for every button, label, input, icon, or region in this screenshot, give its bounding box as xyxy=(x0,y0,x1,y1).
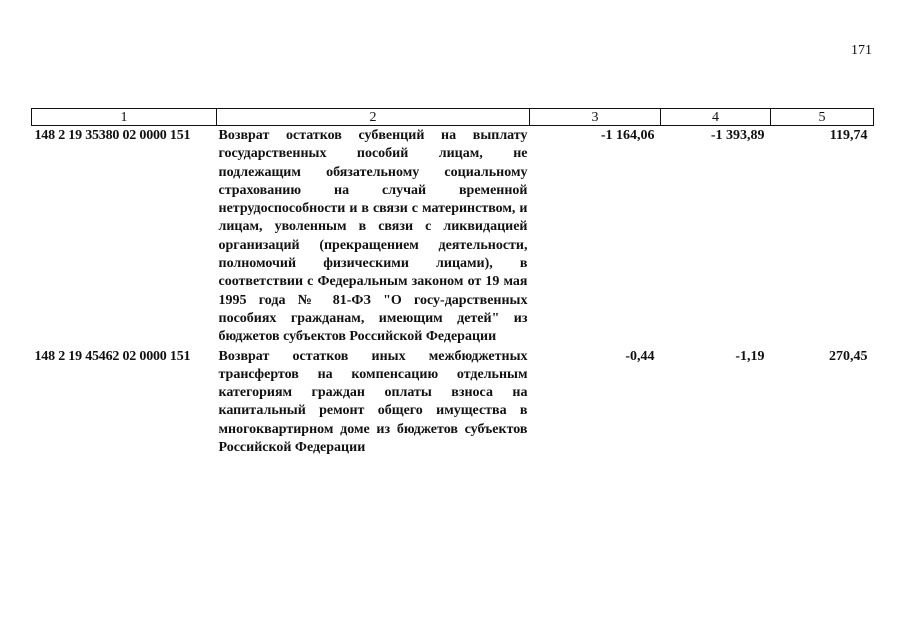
header-col-2: 2 xyxy=(217,109,530,126)
budget-code: 148 2 19 45462 02 0000 151 xyxy=(34,348,191,364)
item-description: Возврат остатков субвенций на выплату государственных пособий лицам, не подлежащим обязательному социальному страхованию на случай временной нетрудоспособности и в связи с материнством, и лицам, уволенным в связи с ликвидацией организаций (прекращением деятельности, полномочий физическими лицами), в соответствии с Федеральным законом от 19 мая 1995 года № 81-ФЗ "О госу-дарственных пособиях гражданам, имеющим детей" из бюджетов субъектов Российской Федерации xyxy=(218,128,528,345)
table-row xyxy=(32,347,874,458)
budget-table xyxy=(31,108,874,457)
value-col-3: -1 164,06 xyxy=(600,128,655,143)
table-row xyxy=(32,126,874,347)
value-col-5: 119,74 xyxy=(829,128,868,143)
header-col-1: 1 xyxy=(32,109,217,126)
value-col-4: -1 393,89 xyxy=(710,128,765,143)
value-col-3: -0,44 xyxy=(625,348,655,364)
value-col-4: -1,19 xyxy=(735,348,765,364)
header-col-3: 3 xyxy=(530,109,661,126)
item-description: Возврат остатков иных межбюджетных трансфертов на компенсацию отдельным категориям граждан оплаты взноса на капитальный ремонт общего имущества в многоквартирном доме из бюджетов субъектов Российской Федерации xyxy=(218,348,528,456)
budget-code: 148 2 19 35380 02 0000 151 xyxy=(34,128,191,143)
page-number: 171 xyxy=(851,43,872,58)
header-col-5: 5 xyxy=(771,109,874,126)
value-col-5: 270,45 xyxy=(829,348,868,364)
header-row xyxy=(32,109,874,126)
header-col-4: 4 xyxy=(661,109,771,126)
